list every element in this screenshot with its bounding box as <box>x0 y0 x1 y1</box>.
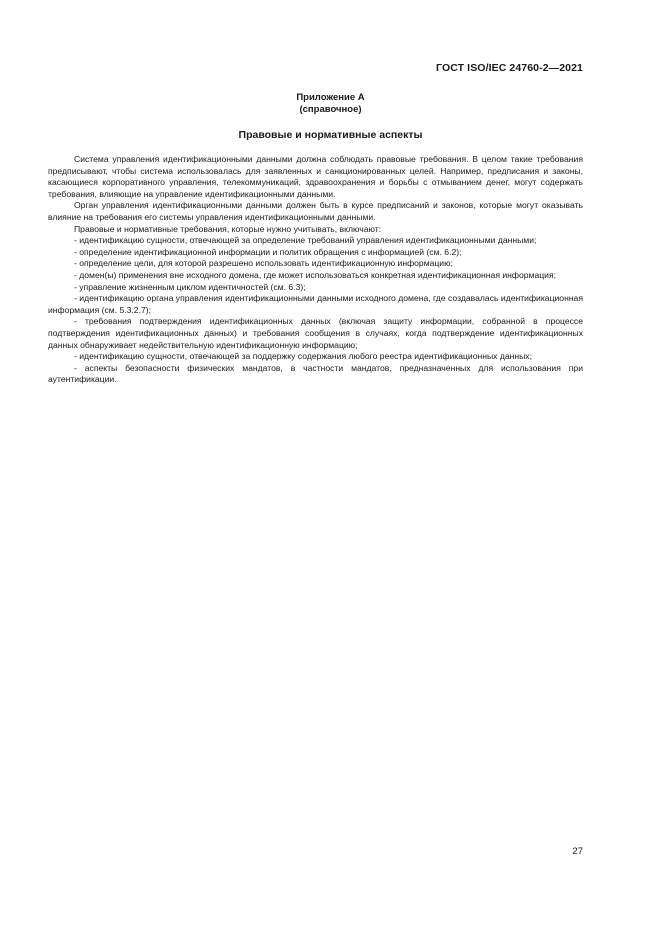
paragraph: Орган управления идентификационными данными должен быть в курсе предписаний и законов, которые могут оказывать влияние на требования его системы управления идентификационными данными. <box>48 200 583 222</box>
annex-heading <box>0 92 661 116</box>
list-item: - определение цели, для которой разрешено использовать идентификационную информацию; <box>74 258 453 269</box>
page-number: 27 <box>572 846 583 857</box>
list-item: - идентификацию сущности, отвечающей за поддержку содержания любого реестра идентификационных данных; <box>74 351 532 362</box>
document-code: ГОСТ ISO/IEC 24760-2—2021 <box>436 62 583 74</box>
section-title: Правовые и нормативные аспекты <box>238 129 423 141</box>
list-item: - идентификацию органа управления идентификационными данными исходного домена, где создавалась идентификационная информация (см. 5.3.2.7); <box>48 293 583 315</box>
list-item: - аспекты безопасности физических мандатов, в частности мандатов, предназначенных для использования при аутентификации. <box>48 362 583 385</box>
list-item: - домен(ы) применения вне исходного домена, где может использоваться конкретная идентификационная информация; <box>74 269 556 280</box>
annex-subtitle: (справочное) <box>299 104 362 115</box>
list-item: - определение идентификационной информации и политик обращения с информацией (см. 6.2); <box>74 246 462 257</box>
list-item: - управление жизненным циклом идентичностей (см. 6.3); <box>74 281 306 292</box>
paragraph: Правовые и нормативные требования, которые нужно учитывать, включают: <box>74 223 382 234</box>
paragraph: Система управления идентификационными данными должна соблюдать правовые требования. В целом такие требования предписывают, чтобы система использовалась для заявленных и санкционированных целей. Например, предписания и законы, касающиеся корпоративного управления, телекоммуникаций, здравоохранения и борьбы с отмыванием денег, могут содержать требования, влияющие на управление идентификационными данными. <box>48 154 583 199</box>
annex-title: Приложение А <box>296 92 365 103</box>
list-item: - идентификацию сущности, отвечающей за определение требований управления идентификационными данными; <box>74 235 537 246</box>
body-text <box>48 154 583 386</box>
list-item: - требования подтверждения идентификационных данных (включая защиту информации, собранной в процессе подтверждения идентификационных данных) и требования сообщения в случаях, когда подтверждение идентификационных данных обнаруживает недействительную идентификационную информацию; <box>48 316 583 350</box>
